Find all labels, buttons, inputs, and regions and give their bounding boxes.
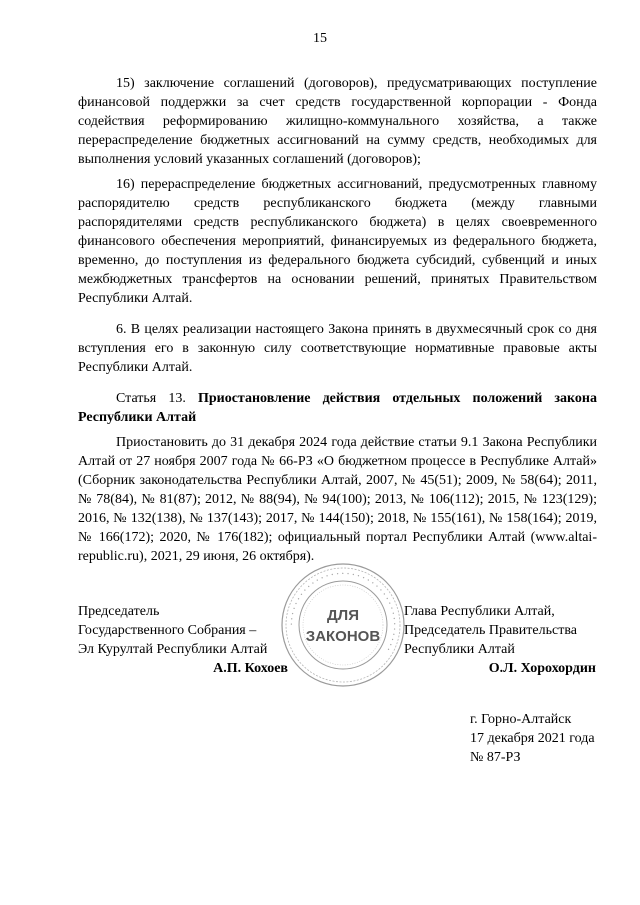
article-13-text: Приостановить до 31 декабря 2024 года действие статьи 9.1 Закона Республики Алтай от 27 ноября 2007 года № 66-РЗ «О бюджетном процессе в Республике Алтай» (Сборник законодательства Республики Алтай, 2007, № 45(51); 2009, № 58(64); 2011, № 78(84), № 81(87); 2012, № 88(94), № 94(100); 2013, № 106(112); 2015, № 123(129); 2016, № 132(138), № 137(143); 2017, № 144(150); 2018, № 155(161), № 158(164); 2019, № 166(172); 2020, № 176(182); официальный портал Республики Алтай (www.altai-republic.ru), 2021, 29 июня, 26 октября). [78, 435, 597, 564]
signature-right-name: О.Л. Хорохордин [488, 661, 596, 676]
signature-right-line1: Глава Республики Алтай, [404, 604, 555, 619]
clause-15: 15) заключение соглашений (договоров), предусматривающих поступление финансовой поддержки за счет средств государственной корпорации - Фонда содействия реформированию жилищно-коммунального хозяйства, а также перераспределение бюджетных ассигнований на сумму средств, необходимых для выполнения условий указанных соглашений (договоров); [78, 76, 597, 167]
signature-right-line2: Председатель Правительства [404, 623, 577, 638]
article-13-heading [78, 389, 597, 427]
signature-left-line3: Эл Курултай Республики Алтай [78, 642, 268, 657]
signature-left-line2: Государственного Собрания – [78, 623, 257, 638]
stamp-line1: ДЛЯ [327, 607, 359, 624]
signature-right-line3: Республики Алтай [404, 642, 515, 657]
stamp-ring-lettering: • • • • • • • • • • • • • • • • • • • • • • • • • • • • • • • • • • • • [288, 570, 398, 653]
stamp-outer-ring [282, 564, 404, 686]
signature-right [404, 602, 596, 678]
article-13-prefix: Статья 13. [116, 391, 198, 406]
item-6: 6. В целях реализации настоящего Закона принять в двухмесячный срок со дня вступления его в законную силу соответствующие нормативные правовые акты Республики Алтай. [78, 322, 597, 375]
signature-left [78, 602, 288, 678]
footer-number: № 87-РЗ [470, 750, 521, 765]
document-body [78, 74, 597, 572]
seal-stamp [278, 560, 408, 690]
article-13-title: Приостановление действия отдельных положений закона Республики Алтай [78, 391, 597, 425]
stamp-inner-ring [299, 581, 387, 669]
footer-block [470, 710, 595, 767]
page-number: 15 [313, 31, 327, 46]
stamp-inner-pattern [303, 585, 383, 665]
signature-left-name: А.П. Кохоев [213, 661, 288, 676]
clause-16: 16) перераспределение бюджетных ассигнований, предусмотренных главному распорядителю средств республиканского бюджета (между главными распорядителями средств республиканского бюджета) в целях своевременного финансового обеспечения мероприятий, финансируемых из федерального бюджета, временно, до поступления из федерального бюджета субсидий, субвенций и иных межбюджетных трансфертов на основании решений, принятых Правительством Республики Алтай. [78, 177, 597, 306]
stamp-line2: ЗАКОНОВ [305, 628, 381, 645]
signature-left-line1: Председатель [78, 604, 160, 619]
footer-date: 17 декабря 2021 года [470, 731, 595, 746]
footer-city: г. Горно-Алтайск [470, 712, 572, 727]
